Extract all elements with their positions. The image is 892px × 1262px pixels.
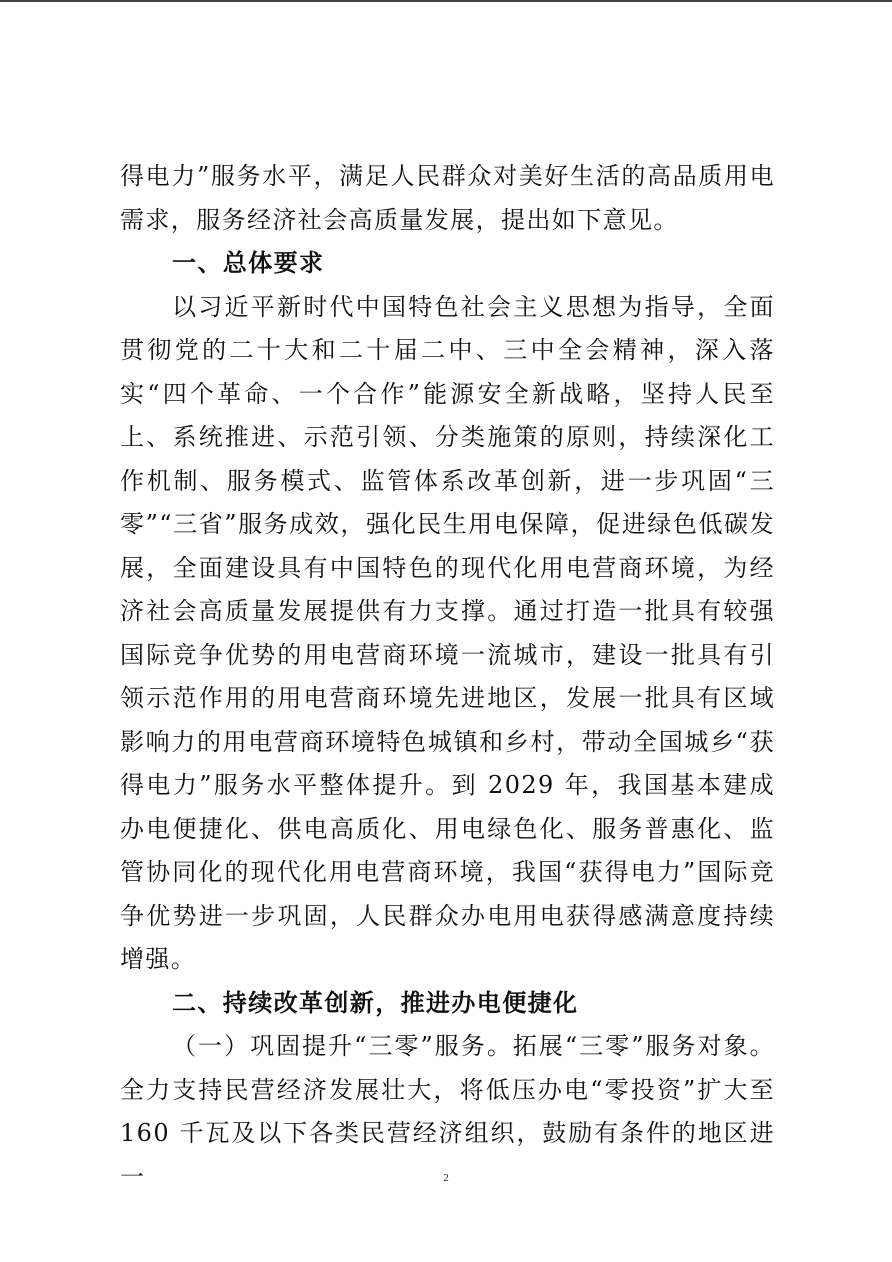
document-body bbox=[120, 155, 775, 1199]
top-border-line bbox=[0, 0, 892, 2]
page-number: 2 bbox=[443, 1172, 449, 1184]
body-paragraph-guiding-principles: 以习近平新时代中国特色社会主义思想为指导，全面贯彻党的二十大和二十届二中、三中全会精神，深入落实“四个革命、一个合作”能源安全新战略，坚持人民至上、系统推进、示范引领、分类施策的原则，持续深化工作机制、服务模式、监管体系改革创新，进一步巩固“三零”“三省”服务成效，强化民生用电保障，促进绿色低碳发展，全面建设具有中国特色的现代化用电营商环境，为经济社会高质量发展提供有力支撑。通过打造一批具有较强国际竞争优势的用电营商环境一流城市，建设一批具有引领示范作用的用电营商环境先进地区，发展一批具有区域影响力的用电营商环境特色城镇和乡村，带动全国城乡“获得电力”服务水平整体提升。到 2029 年，我国基本建成办电便捷化、供电高质化、用电绿色化、服务普惠化、监管协同化的现代化用电营商环境，我国“获得电力”国际竞争优势进一步巩固，人民群众办电用电获得感满意度持续增强。 bbox=[120, 292, 775, 973]
continuation-paragraph: 得电力”服务水平，满足人民群众对美好生活的高品质用电需求，服务经济社会高质量发展，提出如下意见。 bbox=[120, 162, 775, 234]
section-heading-reform-innovation: 二、持续改革创新，推进办电便捷化 bbox=[172, 988, 579, 1017]
section-heading-general-requirements: 一、总体要求 bbox=[172, 249, 325, 277]
body-paragraph-three-zero-service: （一）巩固提升“三零”服务。拓展“三零”服务对象。全力支持民营经济发展壮大，将低压办电“零投资”扩大至160 千瓦及以下各类民营经济组织，鼓励有条件的地区进一 bbox=[120, 1032, 775, 1191]
